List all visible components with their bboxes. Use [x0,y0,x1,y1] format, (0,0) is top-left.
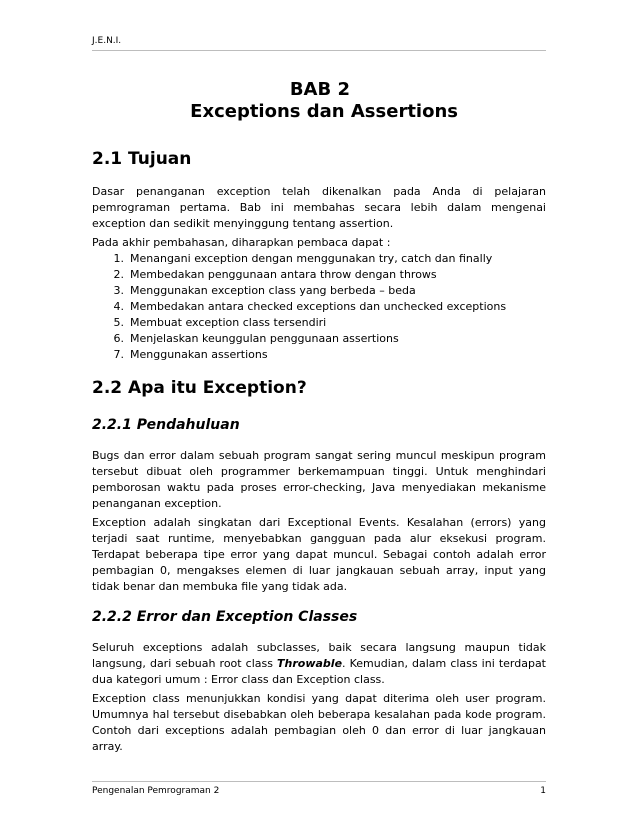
list-number: 1. [113,252,124,265]
section-2-1-intro: Dasar penanganan exception telah dikenalkan pada Anda di pelajaran pemrograman pertama. Bab ini membahas secara lebih dalam mengenai exception dan sedikit menyinggung tentang assertion. [92,185,546,230]
list-number: 5. [113,316,124,329]
list-number: 2. [113,268,124,281]
list-item [110,331,530,347]
page-footer [92,781,546,797]
section-heading-2-2: 2.2 Apa itu Exception? [92,378,307,398]
list-text: Menggunakan assertions [130,348,268,361]
list-number: 7. [113,348,124,361]
section-heading-2-2-1: 2.2.1 Pendahuluan [92,417,240,433]
list-number: 4. [113,300,124,313]
chapter-title [92,79,546,122]
section-2-2-2-paragraph-1 [92,640,546,688]
objectives-list [110,251,530,363]
list-text: Membedakan penggunaan antara throw dengan throws [130,268,437,281]
list-item [110,299,530,315]
page-number: 1 [540,786,546,796]
header-brand: J.E.N.I. [92,36,122,46]
list-text: Menggunakan exception class yang berbeda – beda [130,284,416,297]
running-header [92,36,546,51]
list-item [110,251,530,267]
list-item [110,347,530,363]
section-2-1-list-intro: Pada akhir pembahasan, diharapkan pembaca dapat : [92,236,391,249]
list-text: Menangani exception dengan menggunakan try, catch dan finally [130,252,493,265]
section-heading-2-1: 2.1 Tujuan [92,149,192,169]
list-item [110,315,530,331]
list-number: 6. [113,332,124,345]
paragraph-text-end: . Kemudian, dalam class ini terdapat dua kategori umum : Error class dan Exception class. [92,657,546,686]
paragraph-text-start: Seluruh exceptions adalah subclasses, baik secara langsung maupun tidak langsung, dari sebuah root class [92,641,546,670]
list-text: Membedakan antara checked exceptions dan unchecked exceptions [130,300,507,313]
footer-course-title: Pengenalan Pemrograman 2 [92,786,220,796]
list-text: Membuat exception class tersendiri [130,316,327,329]
chapter-subtitle: Exceptions dan Assertions [190,101,458,122]
section-2-2-1-paragraph-1: Bugs dan error dalam sebuah program sangat sering muncul meskipun program tersebut dibuat oleh programmer berkemampuan tinggi. Untuk menghindari pemborosan waktu pada proses error-checking, Java menyediakan mekanisme penanganan exception. [92,449,546,510]
section-2-2-2-paragraph-2: Exception class menunjukkan kondisi yang dapat diterima oleh user program. Umumnya hal tersebut disebabkan oleh beberapa kesalahan pada kode program. Contoh dari exceptions adalah pembagian oleh 0 dan error di luar jangkauan array. [92,692,546,753]
list-item [110,283,530,299]
chapter-number: BAB 2 [289,79,350,100]
section-2-2-1-paragraph-2: Exception adalah singkatan dari Exceptional Events. Kesalahan (errors) yang terjadi saat runtime, menyebabkan gangguan pada alur eksekusi program. Terdapat beberapa tipe error yang dapat muncul. Sebagai contoh adalah error pembagian 0, mengakses elemen di luar jangkauan sebuah array, input yang tidak benar dan membuka file yang tidak ada. [92,516,546,593]
list-number: 3. [113,284,124,297]
list-text: Menjelaskan keunggulan penggunaan assertions [130,332,399,345]
section-heading-2-2-2: 2.2.2 Error dan Exception Classes [92,609,358,625]
list-item [110,267,530,283]
throwable-term: Throwable [277,657,343,670]
